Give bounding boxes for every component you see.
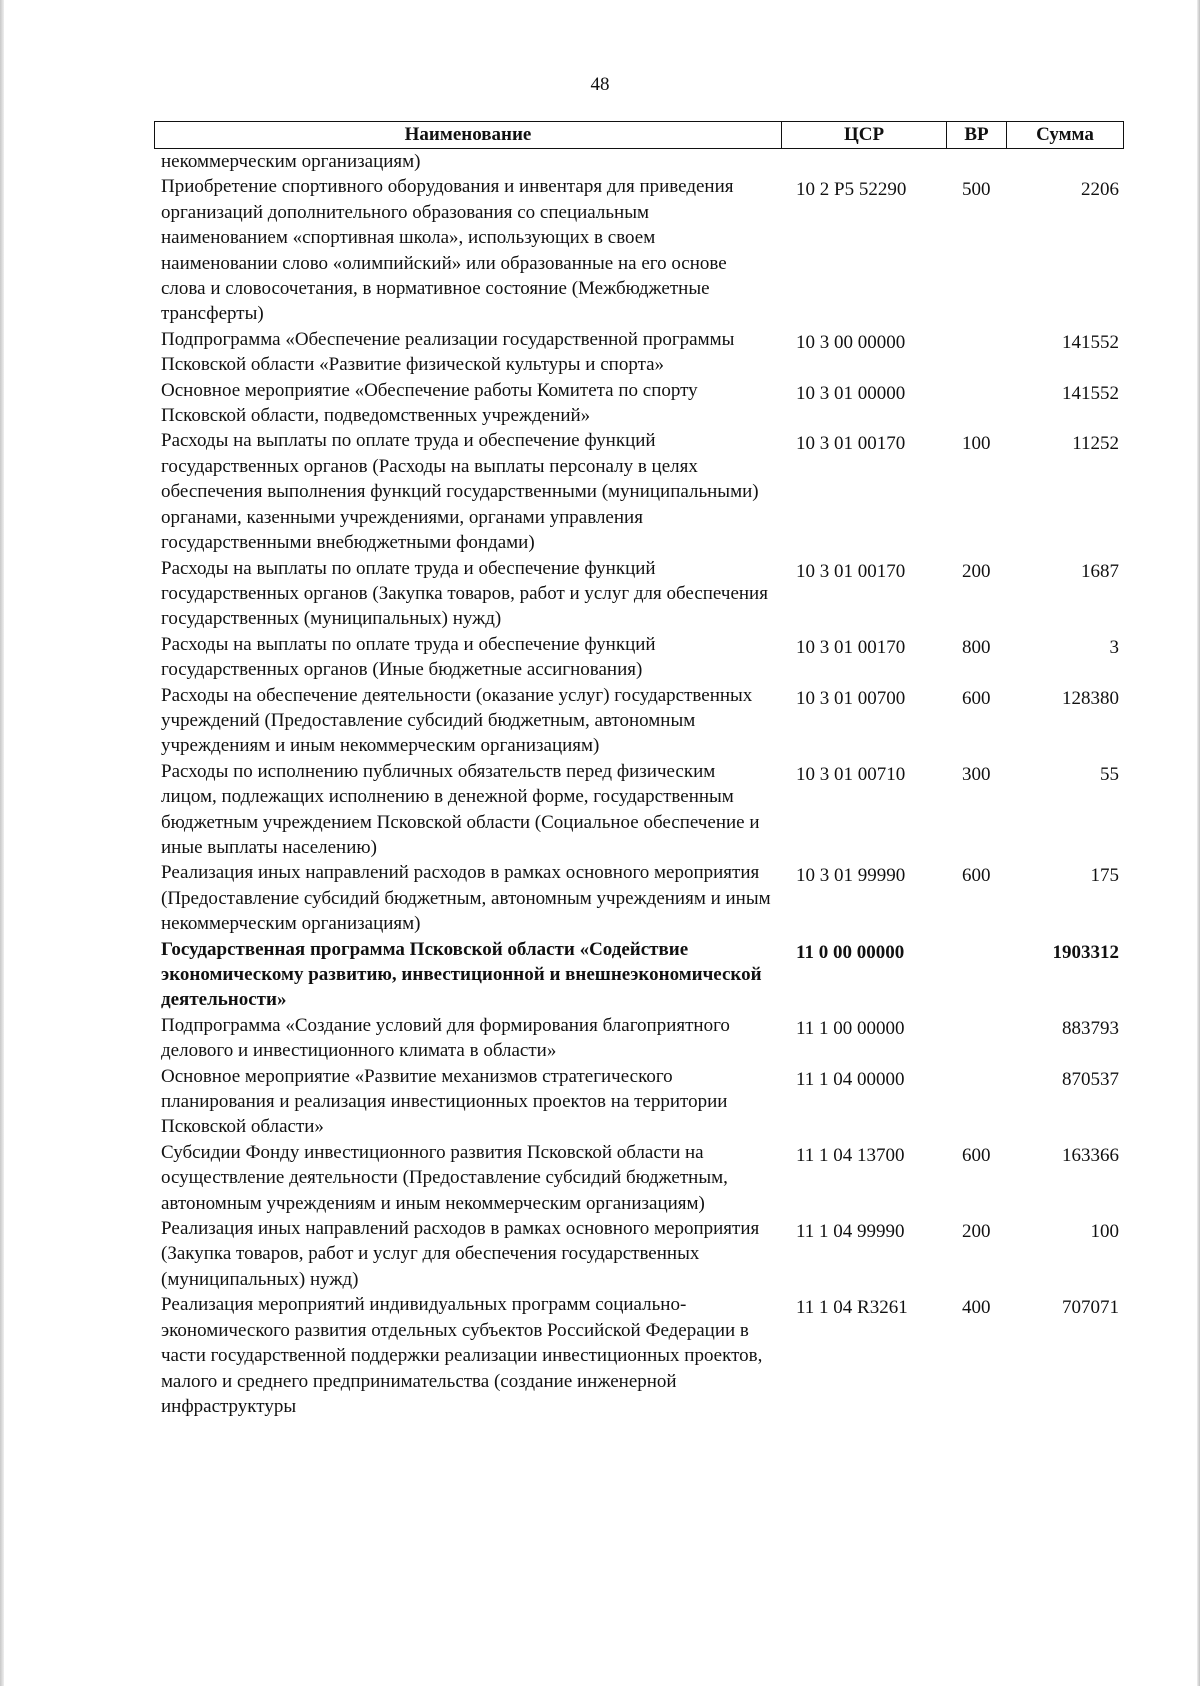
table-row <box>161 632 1121 683</box>
row-sum: 3 <box>1109 636 1119 658</box>
table-row <box>161 428 1121 555</box>
row-csr: 10 3 01 00170 <box>796 560 906 582</box>
row-vr: 600 <box>962 865 991 887</box>
row-vr: 500 <box>962 179 991 201</box>
row-csr: 10 3 01 00000 <box>796 382 906 404</box>
row-name: Реализация мероприятий индивидуальных программ социально-экономического развития отдельных субъектов Российской Федерации в части государственной поддержки реализации инвестиционных проектов, малого и среднего предпринимательства (создание инженерной инфраструктуры <box>161 1294 763 1417</box>
row-sum: 1903312 <box>1052 941 1119 963</box>
row-name: Расходы на выплаты по оплате труда и обеспечение функций государственных органов (Закупка товаров, работ и услуг для обеспечения государственных (муниципальных) нужд) <box>161 557 768 630</box>
row-sum: 100 <box>1090 1221 1119 1243</box>
row-sum: 1687 <box>1081 560 1119 582</box>
row-vr: 200 <box>962 560 991 582</box>
row-name: Расходы на обеспечение деятельности (оказание услуг) государственных учреждений (Предоставление субсидий бюджетным, автономным учреждениям и иным некоммерческим организациям) <box>161 684 753 757</box>
row-csr: 11 1 04 R3261 <box>796 1297 908 1319</box>
row-name: Реализация иных направлений расходов в рамках основного мероприятия (Закупка товаров, работ и услуг для обеспечения государственных (муниципальных) нужд) <box>161 1218 760 1290</box>
row-sum: 11252 <box>1072 433 1119 455</box>
row-vr: 400 <box>962 1297 991 1319</box>
table-row <box>161 1064 1121 1140</box>
row-csr: 10 3 01 00170 <box>796 636 906 658</box>
row-sum: 870537 <box>1062 1068 1119 1090</box>
row-vr: 800 <box>962 636 991 658</box>
scan-edge-left <box>0 0 4 1686</box>
row-csr: 11 1 04 00000 <box>796 1068 905 1090</box>
row-name: Субсидии Фонду инвестиционного развития Псковской области на осуществление деятельности (Предоставление субсидий бюджетным, автономным учреждениям и иным некоммерческим организациям) <box>161 1141 728 1214</box>
row-vr <box>962 149 1012 152</box>
row-vr: 600 <box>962 1144 991 1166</box>
row-vr <box>962 937 1012 940</box>
row-sum: 141552 <box>1062 331 1119 353</box>
table-row <box>161 937 1121 1013</box>
row-sum: 163366 <box>1062 1144 1119 1166</box>
table-row <box>161 327 1121 378</box>
row-name: Приобретение спортивного оборудования и инвентаря для приведения организаций дополнительного образования со специальным наименованием «спортивная школа», использующих в своем наименовании слово «олимпийский» или образованные на его основе слова и словосочетания, в нормативное состояние (Межбюджетные трансферты) <box>161 176 734 325</box>
row-csr: 11 1 00 00000 <box>796 1017 905 1039</box>
header-sum: Сумма <box>1036 124 1094 145</box>
row-name: Государственная программа Псковской области «Содействие экономическому развитию, инвестиционной и внешнеэкономической деятельности» <box>161 938 762 1011</box>
row-sum: 128380 <box>1062 687 1119 709</box>
table-header <box>154 121 1124 149</box>
table-row <box>161 860 1121 936</box>
row-csr: 10 3 01 00710 <box>796 763 906 785</box>
header-vr: ВР <box>947 122 1007 148</box>
row-vr: 200 <box>962 1221 991 1243</box>
row-name: Расходы на выплаты по оплате труда и обеспечение функций государственных органов (Иные бюджетные ассигнования) <box>161 633 656 681</box>
row-csr: 10 3 01 99990 <box>796 865 906 887</box>
row-csr: 11 1 04 13700 <box>796 1144 905 1166</box>
table-body <box>161 149 1121 1419</box>
header-csr: ЦСР <box>782 122 947 148</box>
row-sum: 707071 <box>1062 1297 1119 1319</box>
row-csr: 11 1 04 99990 <box>796 1221 905 1243</box>
row-vr: 100 <box>962 433 991 455</box>
row-vr <box>962 1064 1012 1067</box>
table-row <box>161 683 1121 759</box>
row-vr: 300 <box>962 763 991 785</box>
table-row <box>161 174 1121 326</box>
page-number: 48 <box>590 74 610 95</box>
table-row <box>161 1216 1121 1292</box>
row-vr <box>962 1013 1012 1016</box>
row-csr: 10 2 Р5 52290 <box>796 179 907 201</box>
row-vr <box>962 378 1012 381</box>
table-row <box>161 759 1121 861</box>
table-row <box>161 1140 1121 1216</box>
row-name: Расходы по исполнению публичных обязательств перед физическим лицом, подлежащих исполнению в денежной форме, государственным бюджетным учреждением Псковской области (Социальное обеспечение и иные выплаты населению) <box>161 760 760 858</box>
row-csr: 11 0 00 00000 <box>796 941 905 963</box>
row-sum <box>1012 149 1119 152</box>
row-csr: 10 3 01 00170 <box>796 433 906 455</box>
row-name: Подпрограмма «Создание условий для формирования благоприятного делового и инвестиционного климата в области» <box>161 1014 730 1062</box>
row-vr: 600 <box>962 687 991 709</box>
row-name: Основное мероприятие «Развитие механизмов стратегического планирования и реализация инвестиционных проектов на территории Псковской области» <box>161 1065 728 1138</box>
table-row <box>161 1292 1121 1419</box>
table-row <box>161 378 1121 429</box>
row-sum: 141552 <box>1062 382 1119 404</box>
row-sum: 2206 <box>1081 179 1119 201</box>
table-row <box>161 1013 1121 1064</box>
row-vr <box>962 327 1012 330</box>
row-csr <box>796 149 962 152</box>
row-csr: 10 3 00 00000 <box>796 331 906 353</box>
row-sum: 883793 <box>1062 1017 1119 1039</box>
row-name: некоммерческим организациям) <box>161 151 421 172</box>
row-sum: 175 <box>1090 865 1119 887</box>
header-name: Наименование <box>155 122 782 148</box>
row-csr: 10 3 01 00700 <box>796 687 906 709</box>
table-row <box>161 149 1121 174</box>
row-name: Расходы на выплаты по оплате труда и обеспечение функций государственных органов (Расходы на выплаты персоналу в целях обеспечения выполнения функций государственными (муниципальными) органами, казенными учреждениями, органами управления государственными внебюджетными фондами) <box>161 430 759 554</box>
row-name: Подпрограмма «Обеспечение реализации государственной программы Псковской области «Развитие физической культуры и спорта» <box>161 328 735 376</box>
row-name: Реализация иных направлений расходов в рамках основного мероприятия (Предоставление субсидий бюджетным, автономным учреждениям и иным некоммерческим организациям) <box>161 862 771 935</box>
table-row <box>161 556 1121 632</box>
row-name: Основное мероприятие «Обеспечение работы Комитета по спорту Псковской области, подведомственных учреждений» <box>161 379 698 427</box>
row-sum: 55 <box>1100 763 1119 785</box>
